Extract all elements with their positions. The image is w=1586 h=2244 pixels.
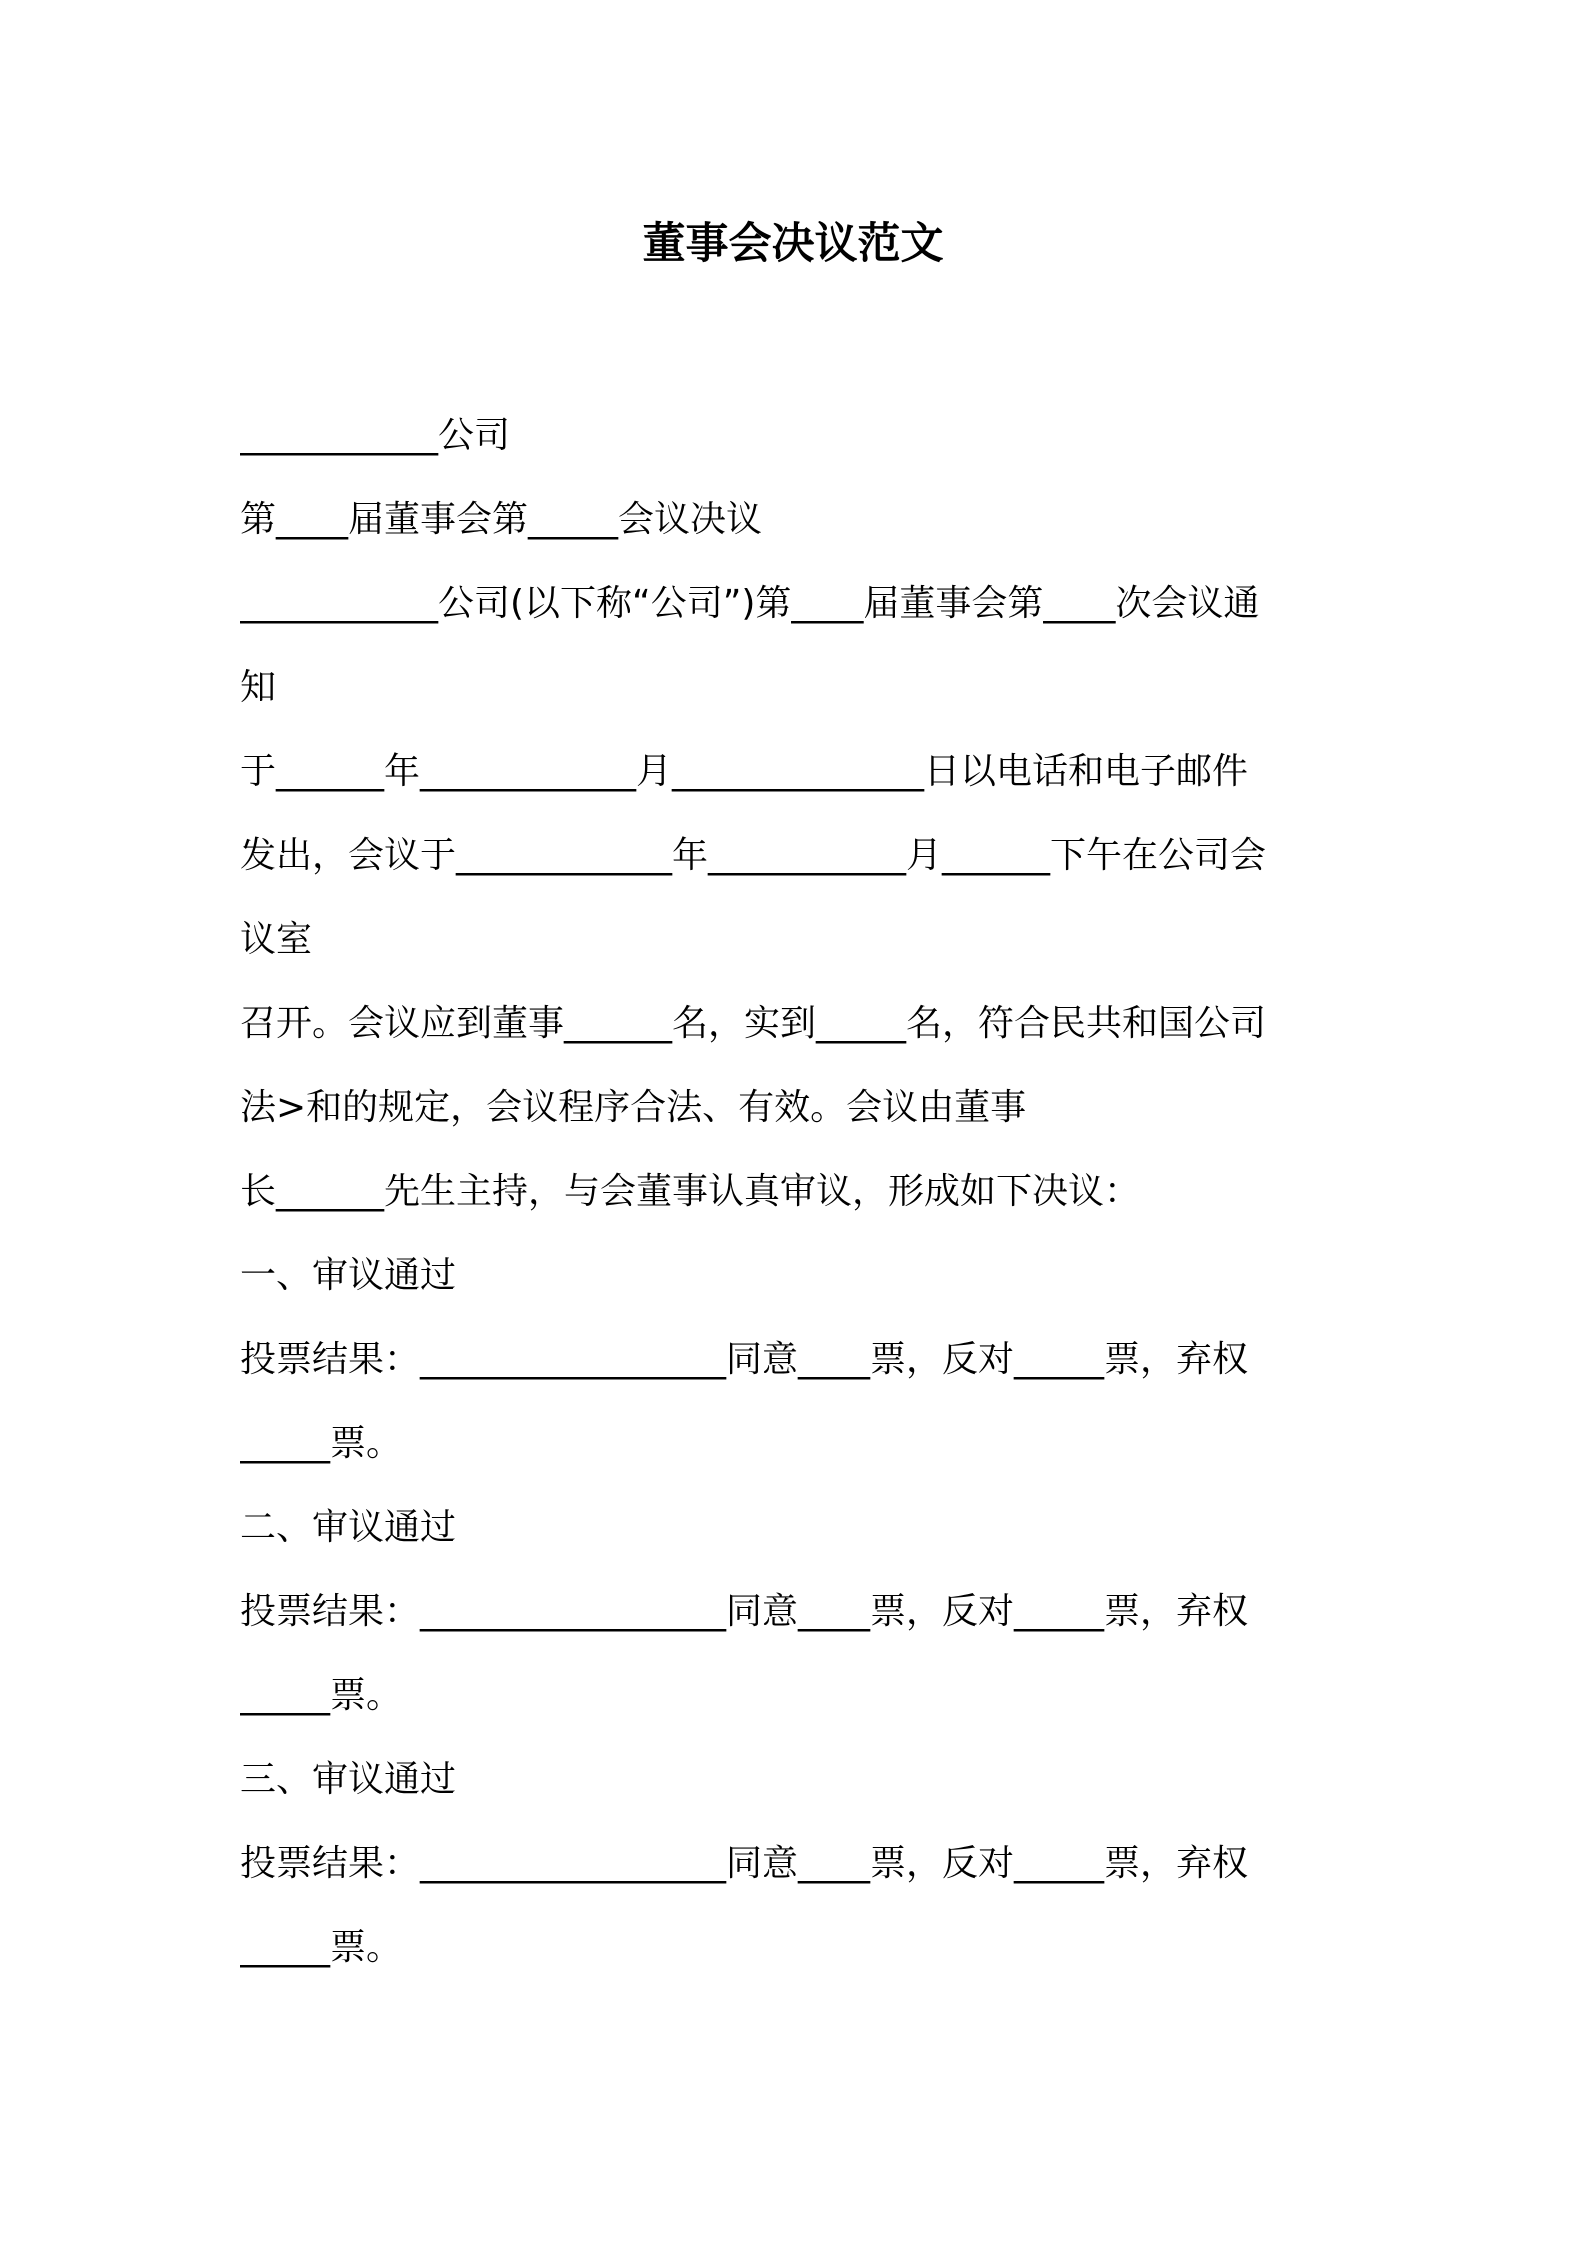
item-heading-2: 二、审议通过 (240, 1507, 457, 1548)
paragraph-line: 长______先生主持，与会董事认真审议，形成如下决议： (240, 1171, 1141, 1212)
vote-result-line-3: 投票结果：_________________同意____票，反对_____票，弃权 (240, 1843, 1249, 1884)
document-body (240, 404, 1360, 2000)
paragraph-line: 于______年____________月______________日以电话和电子邮件 (240, 751, 1249, 792)
paragraph-line: 召开。会议应到董事______名，实到_____名，符合民共和国公司 (240, 1003, 1267, 1044)
paragraph-line: 议室 (240, 919, 313, 960)
paragraph-line: ___________公司(以下称“公司”)第____届董事会第____次会议通 (240, 583, 1260, 624)
item-heading-1: 一、审议通过 (240, 1255, 457, 1296)
item-heading-3: 三、审议通过 (240, 1759, 457, 1800)
vote-result-continuation-3: _____票。 (240, 1927, 403, 1968)
paragraph-line: 知 (240, 667, 277, 708)
resolution-heading-line: 第____届董事会第_____会议决议 (240, 499, 763, 540)
vote-result-line-1: 投票结果：_________________同意____票，反对_____票，弃权 (240, 1339, 1249, 1380)
vote-result-continuation-1: _____票。 (240, 1423, 403, 1464)
paragraph-line: 法>和的规定，会议程序合法、有效。会议由董事 (240, 1087, 1027, 1128)
vote-result-continuation-2: _____票。 (240, 1675, 403, 1716)
document-title: 董事会决议范文 (642, 219, 944, 269)
company-name-line: ___________公司 (240, 415, 511, 456)
paragraph-line: 发出，会议于____________年___________月______下午在公司会 (240, 835, 1267, 876)
vote-result-line-2: 投票结果：_________________同意____票，反对_____票，弃权 (240, 1591, 1249, 1632)
